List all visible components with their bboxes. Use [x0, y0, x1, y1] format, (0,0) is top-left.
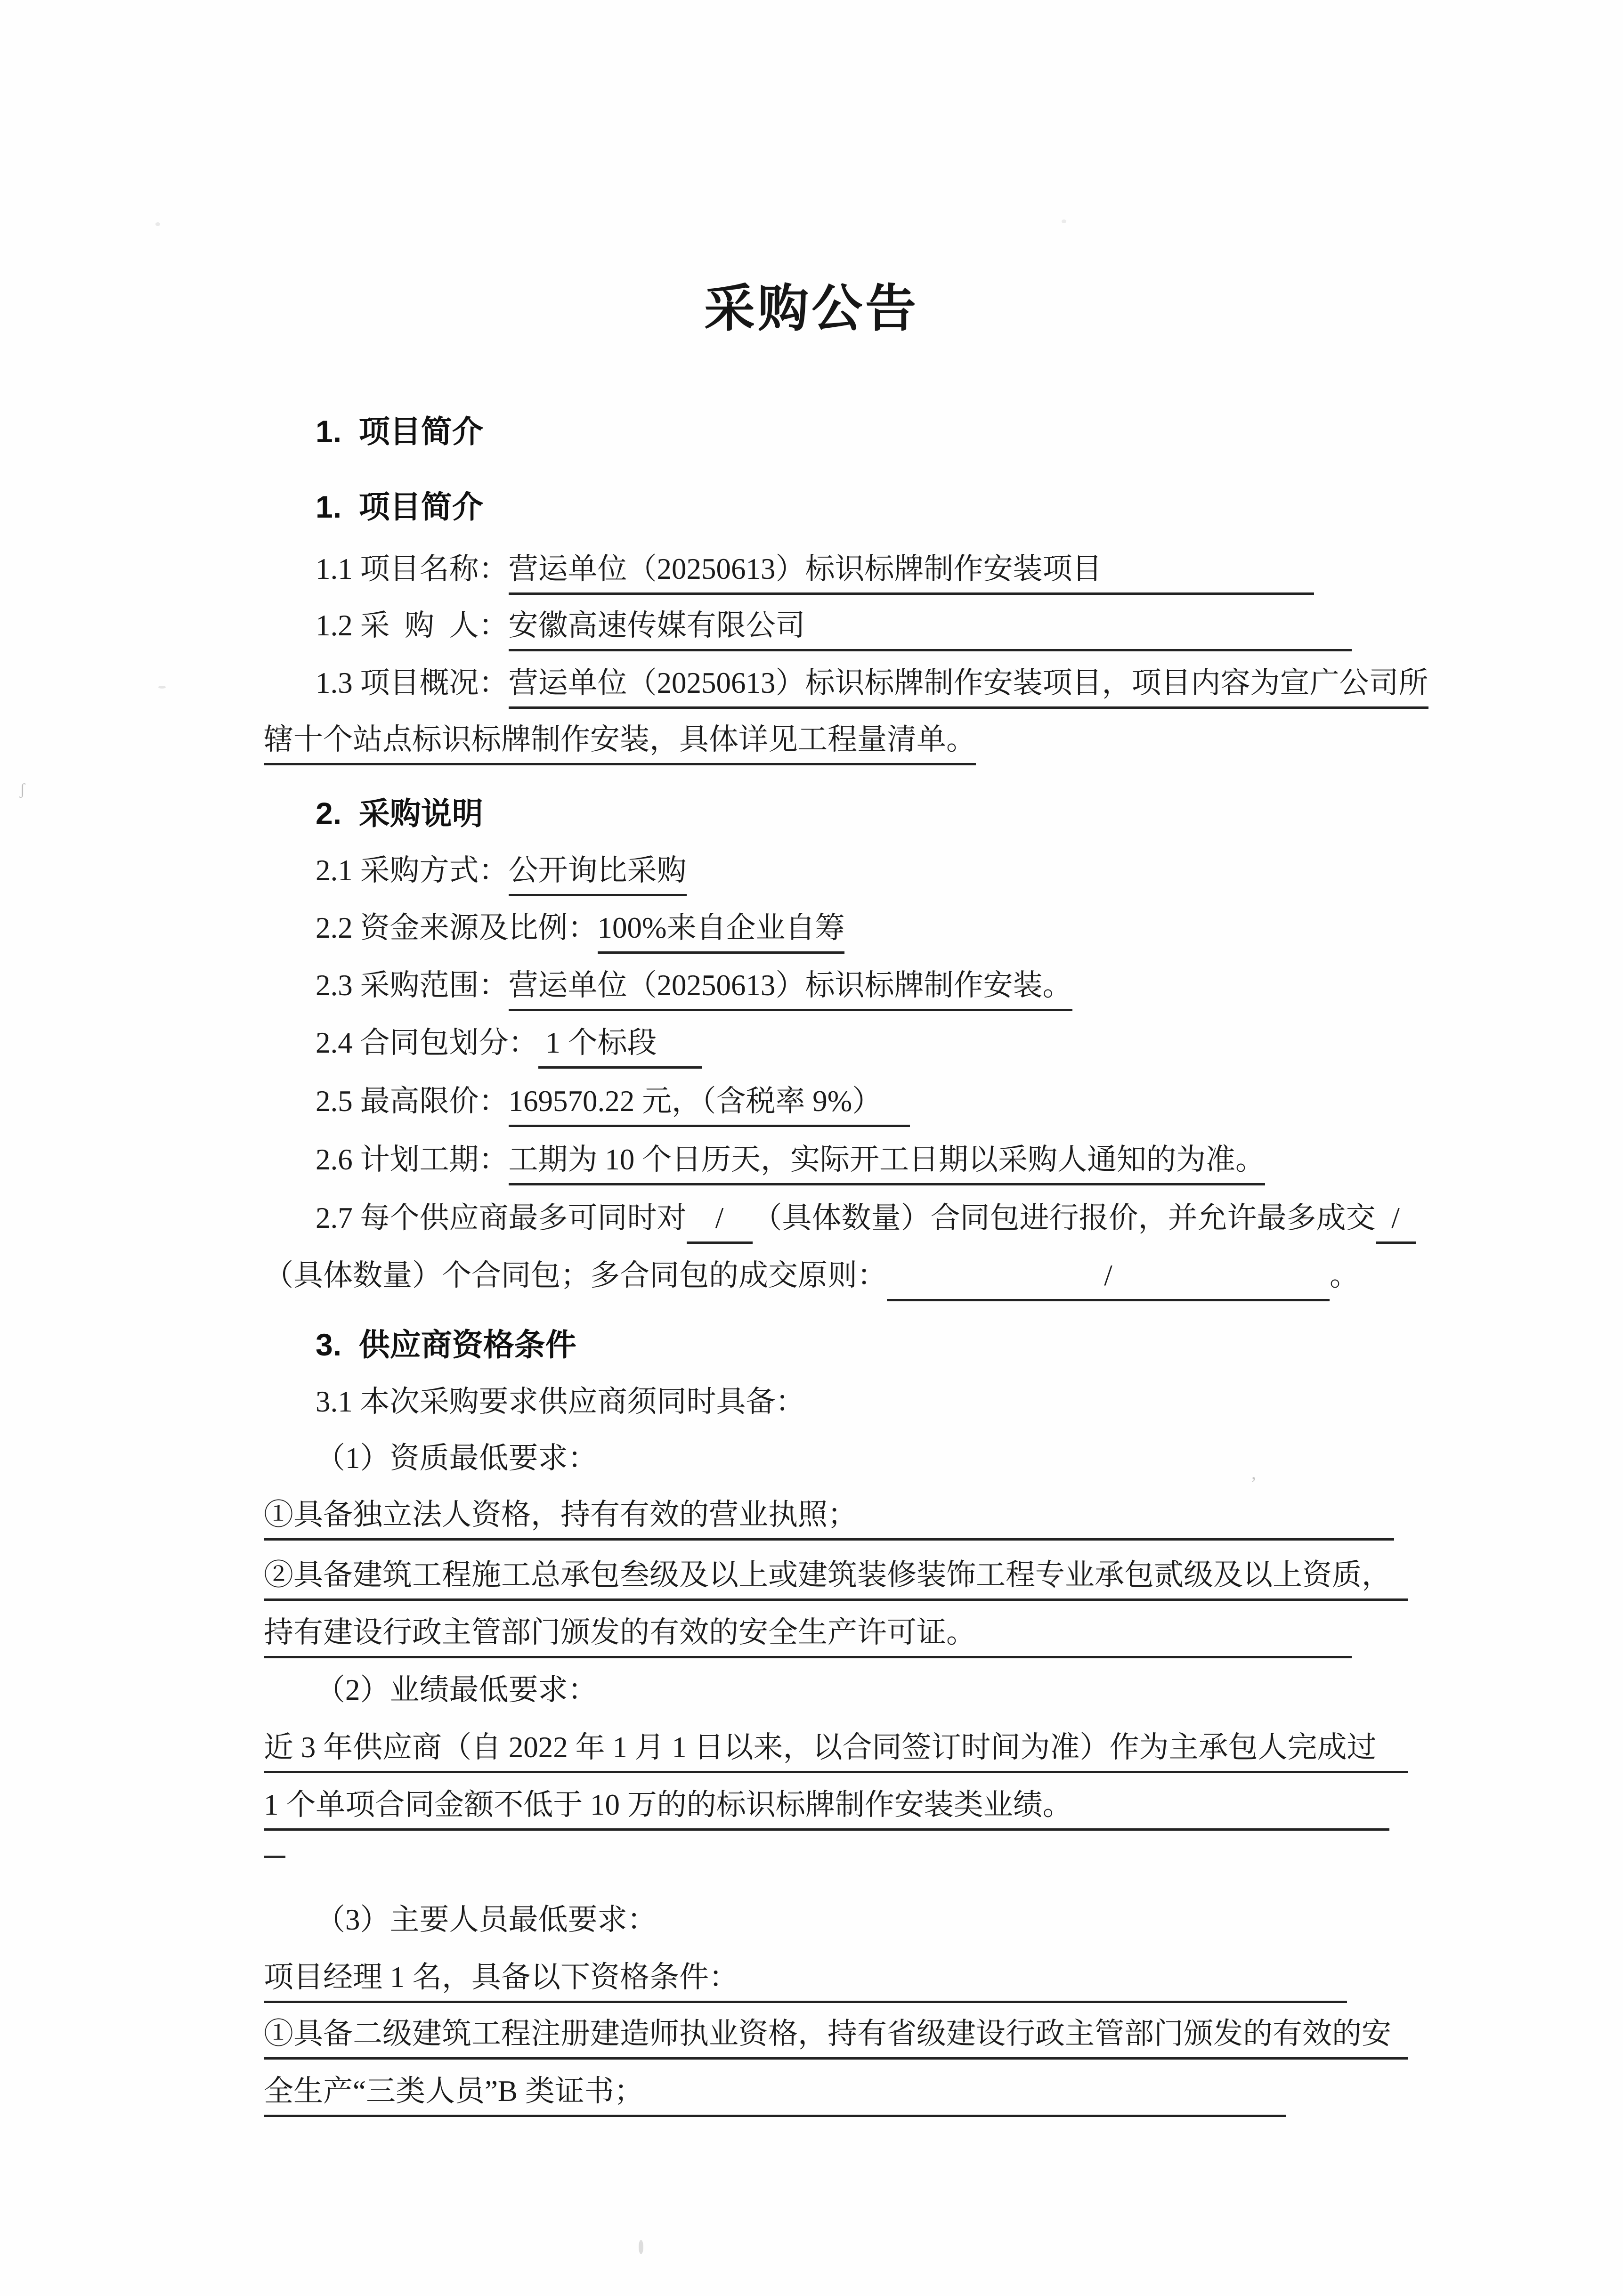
item-1-3-wrap-line [264, 717, 976, 765]
item-1-2-purchaser [316, 603, 1352, 651]
blank-underline [644, 2069, 1286, 2117]
manager-qualification-point-1-wrap [264, 2069, 1286, 2117]
item-2-2-funding [316, 905, 844, 954]
item-label: 2.1 采购方式： [316, 854, 509, 887]
scan-artifact-dot [155, 222, 160, 226]
item-2-5-price-limit [316, 1079, 910, 1127]
performance-requirement-wrap [264, 1782, 1389, 1831]
item-2-3-scope [316, 963, 1072, 1011]
fill-in-blank-slash: / [687, 1195, 753, 1244]
project-manager-requirement [264, 1955, 1347, 2003]
item-2-4-contract-packages [316, 1020, 702, 1069]
item-label: 1.1 项目名称： [316, 552, 509, 585]
scan-artifact-tick: ’ [1250, 1473, 1257, 1494]
item-value-underlined: 169570.22 元，（含税率 9%） [509, 1079, 882, 1127]
blank-underline [1377, 1725, 1409, 1773]
qualification-label-1 [316, 1436, 598, 1482]
item-value-underlined: 辖十个站点标识标牌制作安装，具体详见工程量清单。 [264, 717, 976, 765]
item-value-underlined: 100%来自企业自筹 [598, 905, 845, 954]
stray-underline-mark [264, 1856, 285, 1858]
item-2-1-method [316, 848, 687, 896]
blank-underline [1072, 1782, 1389, 1831]
item-text: 。 [1330, 1259, 1359, 1292]
item-label: 2.6 计划工期： [316, 1143, 509, 1176]
item-value-underlined: 持有建设行政主管部门颁发的有效的安全生产许可证。 [264, 1610, 976, 1658]
item-text: （具体数量）个合同包；多合同包的成交原则： [264, 1259, 887, 1292]
heading-1-duplicate-2 [316, 483, 483, 531]
scan-artifact-dot [158, 686, 166, 689]
item-label: 1.3 项目概况： [316, 666, 509, 699]
item-value-underlined: 安徽高速传媒有限公司 [509, 603, 805, 651]
blank-underline [857, 1492, 1394, 1541]
item-1-3-project-overview [316, 660, 1428, 709]
qualification-point-1 [264, 1492, 1394, 1541]
performance-label-2 [316, 1667, 598, 1713]
item-value-underlined: 全生产“三类人员”B 类证书； [264, 2069, 644, 2117]
blank-underline [738, 1955, 1347, 2003]
item-label: 2.3 采购范围： [316, 969, 509, 1002]
item-1-1-project-name [316, 546, 1314, 595]
item-label: 2.7 每个供应商最多可同时对 [316, 1201, 687, 1234]
scan-artifact-smudge [639, 2240, 643, 2254]
heading-3 [316, 1321, 576, 1369]
heading-2-text: 2. 采购说明 [316, 796, 483, 831]
performance-requirement [264, 1725, 1408, 1773]
heading-3-text: 3. 供应商资格条件 [316, 1327, 576, 1362]
item-value-underlined: 项目经理 1 名，具备以下资格条件： [264, 1955, 738, 2003]
item-text: （1）资质最低要求： [316, 1442, 598, 1475]
item-value-underlined: ②具备建筑工程施工总承包叁级及以上或建筑装修装饰工程专业承包贰级及以上资质， [264, 1552, 1391, 1601]
qualification-point-2 [264, 1552, 1408, 1601]
item-label: 2.2 资金来源及比例： [316, 911, 598, 944]
page-title: 采购公告 [704, 281, 919, 337]
qualification-point-2-wrap [264, 1610, 1352, 1658]
item-3-1 [316, 1379, 805, 1425]
item-text: （3）主要人员最低要求： [316, 1903, 657, 1936]
item-value-underlined: ①具备二级建筑工程注册建造师执业资格，持有省级建设行政主管部门颁发的有效的安 [264, 2011, 1391, 2060]
item-label: 2.5 最高限价： [316, 1085, 509, 1118]
scan-artifact-squiggle: ʃ [20, 781, 25, 798]
item-value-underlined: ①具备独立法人资格，持有有效的营业执照； [264, 1492, 857, 1541]
heading-1-text: 1. 项目简介 [316, 489, 483, 524]
item-value-underlined: 营运单位（20250613）标识标牌制作安装项目，项目内容为宣广公司所 [509, 660, 1428, 709]
scan-artifact-dot [1062, 219, 1066, 223]
item-value-underlined: 1 个单项合同金额不低于 10 万的的标识标牌制作安装类业绩。 [264, 1782, 1072, 1831]
item-label: 2.4 合同包划分： [316, 1026, 538, 1059]
personnel-label-3 [316, 1897, 657, 1943]
item-label: 1.2 采 购 人： [316, 609, 509, 642]
blank-underline [882, 1079, 910, 1127]
item-value-underlined: 工期为 10 个日历天，实际开工日期以采购人通知的为准。 [509, 1137, 1266, 1185]
blank-underline [1102, 546, 1315, 595]
heading-1-duplicate-1 [316, 407, 483, 455]
blank-underline [1391, 2011, 1408, 2060]
item-2-7-wrap-line [264, 1253, 1359, 1301]
item-value-underlined: 1 个标段 [538, 1020, 657, 1069]
item-text: （2）业绩最低要求： [316, 1673, 598, 1706]
item-2-7-bid-limits [316, 1195, 1416, 1244]
item-value-underlined: 近 3 年供应商（自 2022 年 1 月 1 日以来，以合同签订时间为准）作为主承包人完成过 [264, 1725, 1377, 1773]
fill-in-blank-slash: / [887, 1253, 1330, 1301]
blank-underline [1391, 1552, 1408, 1601]
item-2-6-schedule [316, 1137, 1265, 1185]
manager-qualification-point-1 [264, 2011, 1408, 2060]
heading-1-text: 1. 项目简介 [316, 414, 483, 449]
item-value-underlined: 营运单位（20250613）标识标牌制作安装。 [509, 963, 1072, 1011]
fill-in-blank-slash: / [1376, 1195, 1416, 1244]
item-value-underlined: 营运单位（20250613）标识标牌制作安装项目 [509, 546, 1102, 595]
blank-underline [805, 603, 1352, 651]
blank-underline [657, 1020, 702, 1069]
blank-underline [976, 1610, 1352, 1658]
item-value-underlined: 公开询比采购 [509, 848, 687, 896]
item-text: （具体数量）合同包进行报价，并允许最多成交 [752, 1201, 1376, 1234]
heading-2 [316, 789, 483, 837]
item-text: 3.1 本次采购要求供应商须同时具备： [316, 1385, 805, 1418]
